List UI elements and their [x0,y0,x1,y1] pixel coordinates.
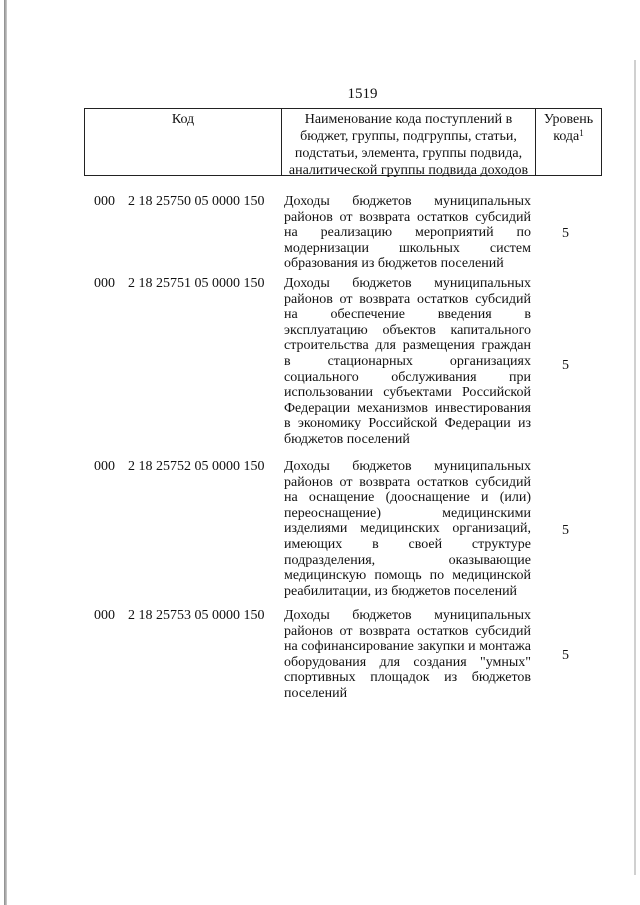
header-code-label: Код [171,112,195,127]
table-header [84,108,602,176]
description-line: оборудования для создания "умных" [284,654,531,670]
code-level: 5 [562,358,569,373]
description-line: модернизации школьных систем [284,240,531,256]
scan-edge-right [634,60,636,875]
page-number: 1519 [347,86,378,102]
description-line: образования из бюджетов поселений [284,256,504,272]
description-line: районов от возврата остатков субсидий [284,209,531,225]
description-line: районов от возврата остатков субсидий [284,291,531,307]
code-level: 5 [562,226,569,241]
description-line: Доходы бюджетов муниципальных [284,194,531,209]
income-description [284,194,531,272]
admin-code: 000 [94,459,115,474]
description-line: эксплуатацию объектов капитального [284,322,531,338]
description-line: на оснащение (дооснащение и (или) [284,490,531,506]
income-description [284,459,531,599]
income-code: 2 18 25752 05 0000 150 [128,459,265,474]
admin-code: 000 [94,194,115,209]
income-code: 2 18 25753 05 0000 150 [128,608,265,623]
description-line: спортивных площадок из бюджетов [284,670,531,686]
description-line: на реализацию мероприятий по [284,225,531,241]
description-line: Доходы бюджетов муниципальных [284,608,531,623]
description-line: на обеспечение введения в [284,307,531,323]
description-line: районов от возврата остатков субсидий [284,474,531,490]
description-line: подразделения, оказывающие [284,552,531,568]
description-line: переоснащение) медицинскими [284,505,531,521]
description-line: Доходы бюджетов муниципальных [284,459,531,474]
header-name-line: аналитической группы подвида доходов [288,163,529,178]
header-name-line: бюджет, группы, подгруппы, статьи, [300,129,517,144]
description-line: Доходы бюджетов муниципальных [284,276,531,291]
income-description [284,608,531,702]
admin-code: 000 [94,608,115,623]
description-line: поселений [284,685,348,701]
header-name [282,109,536,178]
header-level-line: Уровень [543,112,594,127]
code-level: 5 [562,523,569,538]
description-line: социального обслуживания при [284,369,531,385]
income-description [284,276,531,448]
header-level-line2 [536,128,601,145]
header-name-line: Наименование кода поступлений в [304,112,513,127]
code-level: 5 [562,648,569,663]
description-line: медицинскую помощь по медицинской [284,568,531,584]
header-name-line: подстатьи, элемента, группы подвида, [294,146,523,161]
scan-edge-left [4,0,7,905]
admin-code: 000 [94,276,115,291]
description-line: имеющих в своей структуре [284,536,531,552]
description-line: в экономику Российской Федерации из [284,416,531,432]
description-line: строительства для размещения граждан [284,338,531,354]
description-line: изделиями медицинских организаций, [284,521,531,537]
description-line: районов от возврата остатков субсидий [284,623,531,639]
income-code: 2 18 25750 05 0000 150 [128,194,265,209]
header-level-word: кода [553,129,580,144]
description-line: использовании субъектами Российской [284,385,531,401]
description-line: в стационарных организациях [284,353,531,369]
description-line: на софинансирование закупки и монтажа [284,639,531,655]
description-line: реабилитации, из бюджетов поселений [284,583,518,599]
income-code: 2 18 25751 05 0000 150 [128,276,265,291]
description-line: Федерации механизмов инвестирования [284,400,531,416]
description-line: бюджетов поселений [284,431,410,447]
header-level [536,109,601,175]
footnote-marker: 1 [579,128,584,138]
header-code [85,109,282,175]
